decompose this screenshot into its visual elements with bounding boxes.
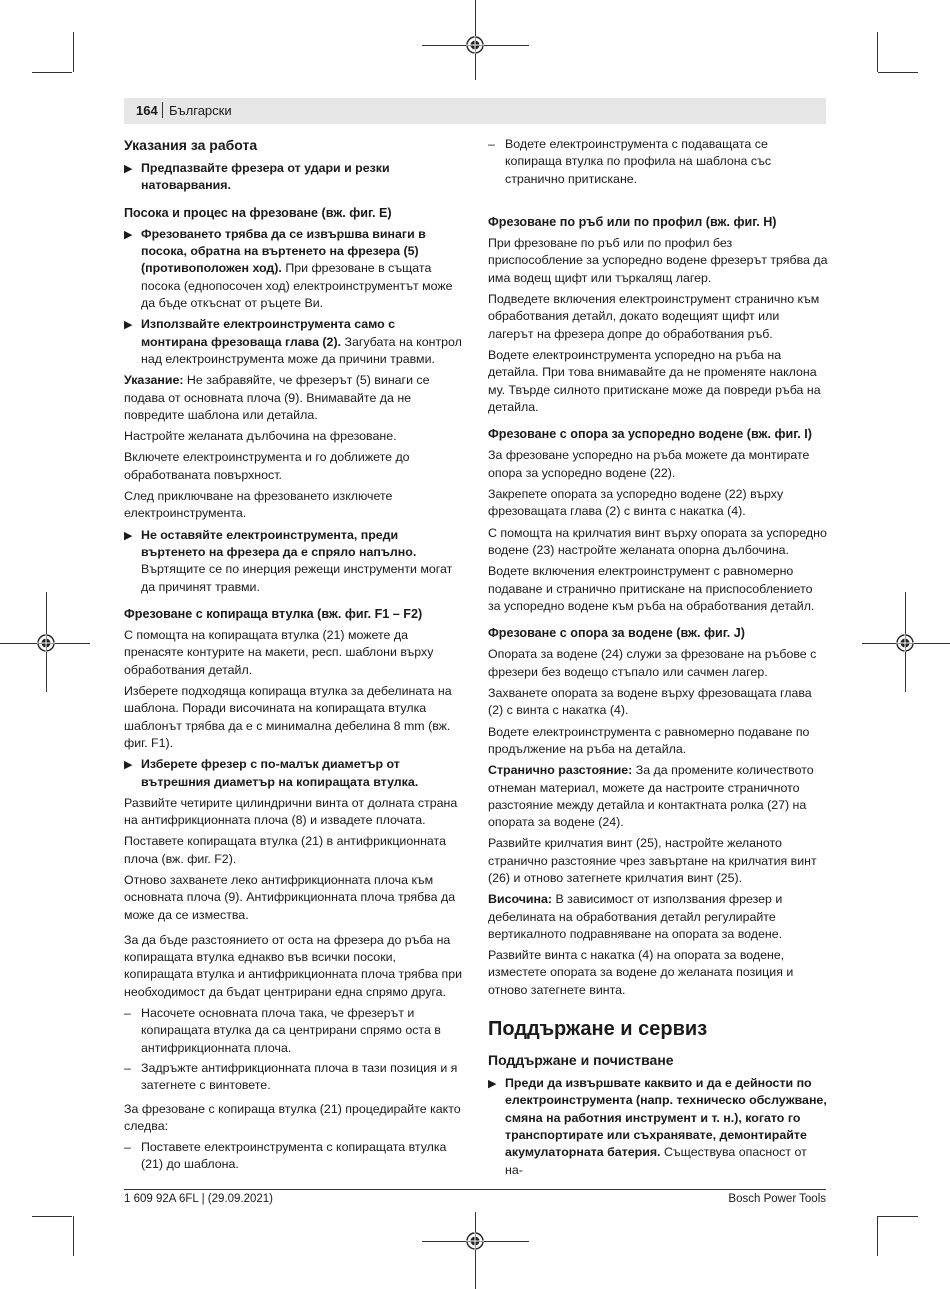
warning-item: ▶ Използвайте електроинструмента само с монтирана фрезоваща глава (2). Загубата на контрол над електроинструмента може да причини травми. bbox=[124, 317, 462, 366]
paragraph: Водете включения електроинструмент с равномерно подаване и странично притискане на приспособлението за успоредно водене към ръба на обработвания детайл. bbox=[488, 564, 815, 613]
list-item: – Насочете основната плоча така, че фрезерът и копиращата втулка да са центрирани спрямо оста в антифрикционната плоча. bbox=[124, 1006, 441, 1055]
note-paragraph: Височина: В зависимост от използвания фрезер и дебелината на обработвания детайл регулирайте вертикалното подравняване на опората за водене. bbox=[488, 892, 783, 941]
crop-mark bbox=[878, 72, 918, 73]
paragraph: Водете електроинструмента с равномерно подаване по продължение на ръба на детайла. bbox=[488, 724, 810, 756]
paragraph: Развийте винта с накатка (4) на опората за водене, изместете опората за водене до желаната позиция и отново затегнете винта. bbox=[488, 948, 794, 997]
page-header bbox=[124, 98, 826, 124]
registration-target-icon bbox=[37, 634, 55, 652]
footer-rule bbox=[124, 1189, 826, 1190]
triangle-bullet-icon: ▶ bbox=[124, 163, 133, 175]
crop-mark bbox=[32, 1216, 72, 1217]
crop-mark bbox=[878, 1216, 918, 1217]
paragraph: Захванете опората за водене върху фрезоващата глава (2) с винта с накатка (4). bbox=[488, 686, 812, 718]
warning-item: ▶ Не оставяйте електроинструмента, преди въртенето на фрезера да е спряло напълно. Въртящите се по инерция режещи инструменти могат да причинят травми. bbox=[124, 527, 453, 594]
triangle-bullet-icon: ▶ bbox=[488, 1078, 497, 1091]
paragraph: Поставете копиращата втулка (21) в антифрикционната плоча (вж. фиг. F2). bbox=[124, 834, 446, 866]
page-number: 164 bbox=[136, 103, 158, 118]
section-title: Поддържане и почистване bbox=[488, 1052, 674, 1069]
paragraph: За фрезоване успоредно на ръба можете да монтирате опора за успоредно водене (22). bbox=[488, 448, 810, 480]
subsection-title: Фрезоване с опора за успоредно водене (вж. фиг. I) bbox=[488, 427, 812, 442]
triangle-bullet-icon: ▶ bbox=[124, 529, 133, 542]
subsection-title: Фрезоване с копираща втулка (вж. фиг. F1 – F2) bbox=[124, 606, 423, 621]
header-divider bbox=[162, 102, 163, 118]
crop-mark bbox=[877, 1216, 878, 1256]
paragraph: Развийте четирите цилиндрични винта от долната страна на антифрикционната плоча (8) и извадете плочата. bbox=[124, 795, 458, 828]
triangle-bullet-icon: ▶ bbox=[124, 319, 133, 332]
header-language: Български bbox=[169, 103, 232, 118]
triangle-bullet-icon: ▶ bbox=[124, 228, 133, 241]
paragraph: Развийте крилчатия винт (25), настройте желаното странично разстояние чрез завъртане на крилчатия винт (26) и отново затегнете крилчатия винт (25). bbox=[488, 836, 817, 885]
registration-line bbox=[475, 1212, 476, 1289]
list-item: – Поставете електроинструмента с копиращата втулка (21) до шаблона. bbox=[124, 1140, 447, 1172]
right-column bbox=[488, 136, 828, 1183]
subsection-title: Фрезоване с опора за водене (вж. фиг. J) bbox=[488, 626, 745, 641]
note-paragraph: Указание: Не забравяйте, че фрезерът (5) винаги се подава от основната плоча (9). Внимавайте да не повредите шаблона или детайла. bbox=[124, 373, 430, 422]
footer-code: 1 609 92A 6FL | (29.09.2021) bbox=[124, 1193, 273, 1205]
left-column bbox=[124, 136, 464, 1177]
registration-target-icon bbox=[896, 634, 914, 652]
paragraph: След приключване на фрезоването изключете електроинструмента. bbox=[124, 489, 393, 521]
paragraph: Отново захванете леко антифрикционната плоча към основната плоча (9). Антифрикционната плоча трябва да може да се измества. bbox=[124, 872, 456, 922]
paragraph: За фрезоване с копираща втулка (21) процедирайте както следва: bbox=[124, 1101, 461, 1133]
paragraph: Подведете включения електроинструмент странично към обработвания детайл, докато водещият щифт или лагерът на фрезера допре до обработвания ръб. bbox=[488, 292, 820, 341]
registration-target-icon bbox=[466, 1232, 484, 1250]
subsection-title: Фрезоване по ръб или по профил (вж. фиг. H) bbox=[488, 214, 777, 229]
list-item: – Задръжте антифрикционната плоча в тази позиция и я затегнете с винтовете. bbox=[124, 1060, 458, 1093]
paragraph: С помощта на крилчатия винт върху опората за успоредно водене (23) настройте желаната опорна дълбочина. bbox=[488, 525, 827, 557]
note-paragraph: Странично разстояние: За да промените количеството отнеман материал, можете да настроите страничното разстояние между детайла и контактната ролка (27) на опората за водене (24). bbox=[488, 763, 814, 830]
crop-mark bbox=[32, 72, 72, 73]
paragraph: Водете електроинструмента успоредно на ръба на детайла. При това внимавайте да не променяте наклона му. Твърде силното притискане може да повреди ръба на детайла. bbox=[488, 347, 821, 414]
paragraph: Изберете подходяща копираща втулка за дебелината на шаблона. Поради височината на копиращата втулка шаблонът трябва да е с минимална дебелина 8 mm (вж. фиг. F1). bbox=[124, 684, 452, 750]
warning-item: ▶ Изберете фрезер с по-малък диаметър от вътрешния диаметър на копиращата втулка. bbox=[124, 757, 419, 789]
crop-mark bbox=[73, 1216, 74, 1256]
paragraph: При фрезоване по ръб или по профил без приспособление за успоредно водене фрезерът трябва да има водещ щифт или търкалящ лагер. bbox=[488, 236, 828, 285]
warning-item: ▶ Преди да извършвате каквито и да е дейности по електроинструмента (напр. техническо обслужване, смяна на работния инструмент и т. н.), когато го транспортирате или съхранявате, демонтирайте акумулаторната батерия. Съществува опасност от на- bbox=[488, 1076, 827, 1177]
paragraph: Закрепете опората за успоредно водене (22) върху фрезоващата глава (2) с винта с накатка (4). bbox=[488, 487, 784, 519]
crop-mark bbox=[877, 32, 878, 72]
registration-target-icon bbox=[466, 36, 484, 54]
crop-mark bbox=[73, 32, 74, 72]
warning-item: ▶ Фрезоването трябва да се извършва винаги в посока, обратна на въртенето на фрезера (5) (противоположен ход). При фрезоване в същата посока (еднопосочен ход) електроинструментът може да бъде откъснат от ръцете Ви. bbox=[124, 226, 453, 311]
paragraph: С помощта на копиращата втулка (21) можете да пренасяте контурите на макети, респ. шаблони върху обработвания детайл. bbox=[124, 628, 434, 677]
paragraph: Опората за водене (24) служи за фрезоване на ръбове с фрезери без водещо стъпало или сачмен лагер. bbox=[488, 647, 817, 679]
triangle-bullet-icon: ▶ bbox=[124, 759, 133, 772]
footer-brand: Bosch Power Tools bbox=[728, 1193, 826, 1205]
paragraph: Настройте желаната дълбочина на фрезоване. bbox=[124, 429, 397, 444]
chapter-title: Поддържане и сервиз bbox=[488, 1018, 708, 1041]
section-title: Указания за работа bbox=[124, 137, 258, 153]
warning-item: ▶ Предпазвайте фрезера от удари и резки натоварвания. bbox=[124, 161, 390, 193]
paragraph: За да бъде разстоянието от оста на фрезера до ръба на копиращата втулка еднакво във всички посоки, копиращата втулка и антифрикционната плоча трябва при необходимост да бъдат центрирани една спрямо друга. bbox=[124, 932, 463, 999]
paragraph: Включете електроинструмента и го доближете до обработваната повърхност. bbox=[124, 450, 410, 482]
subsection-title: Посока и процес на фрезоване (вж. фиг. E) bbox=[124, 205, 392, 220]
list-item: – Водете електроинструмента с подаващата се копираща втулка по профила на шаблона със странично притискане. bbox=[488, 137, 772, 186]
